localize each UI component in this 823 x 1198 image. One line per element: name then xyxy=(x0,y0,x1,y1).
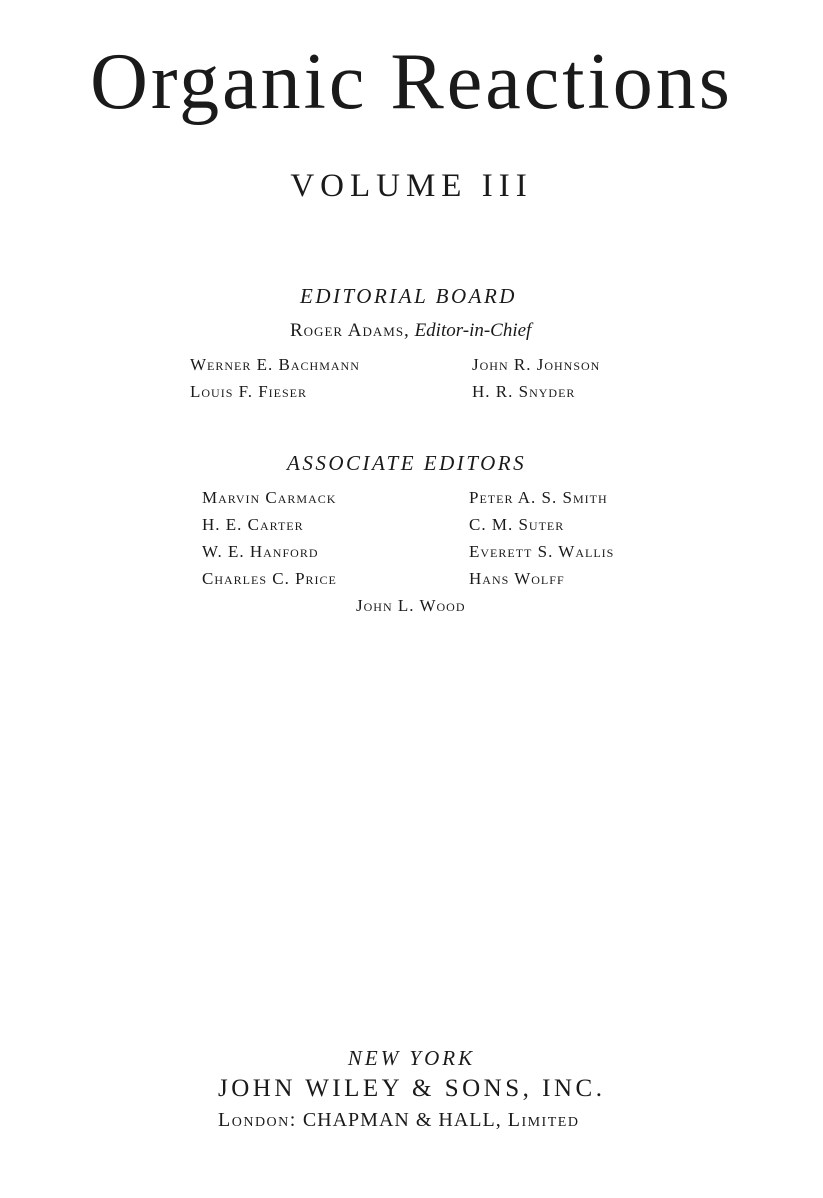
associate-editor: Charles C. Price xyxy=(202,569,337,588)
associate-editor: Marvin Carmack xyxy=(202,488,337,507)
editor-in-chief xyxy=(290,321,531,340)
book-title: Organic Reactions xyxy=(90,38,733,126)
london-publisher-name: CHAPMAN & HALL, xyxy=(302,1109,502,1131)
associate-editor: Peter A. S. Smith xyxy=(469,488,608,507)
editor-in-chief-role: Editor-in-Chief xyxy=(414,320,532,341)
associate-editor: Hans Wolff xyxy=(469,569,565,588)
editorial-board-member: John R. Johnson xyxy=(472,355,601,374)
imprint-city: NEW YORK xyxy=(347,1046,476,1070)
editorial-board-member: Werner E. Bachmann xyxy=(190,355,360,374)
london-publisher-line xyxy=(218,1110,579,1130)
editor-in-chief-name: Roger Adams, xyxy=(290,320,410,341)
editorial-board-member: Louis F. Fieser xyxy=(190,382,308,401)
associate-editor: W. E. Hanford xyxy=(202,542,319,561)
associate-editor: H. E. Carter xyxy=(202,515,304,534)
associate-editor: John L. Wood xyxy=(356,596,466,615)
london-label: London: xyxy=(218,1109,297,1131)
associate-editor: Everett S. Wallis xyxy=(469,542,615,561)
editorial-board-member: H. R. Snyder xyxy=(472,382,576,401)
publisher-name: JOHN WILEY & SONS, INC. xyxy=(218,1075,606,1102)
editorial-board-heading: EDITORIAL BOARD xyxy=(300,284,517,308)
volume-number: VOLUME III xyxy=(290,168,533,204)
associate-editors-heading: ASSOCIATE EDITORS xyxy=(287,451,527,475)
associate-editor: C. M. Suter xyxy=(469,515,565,534)
london-publisher-suffix: Limited xyxy=(507,1109,580,1131)
